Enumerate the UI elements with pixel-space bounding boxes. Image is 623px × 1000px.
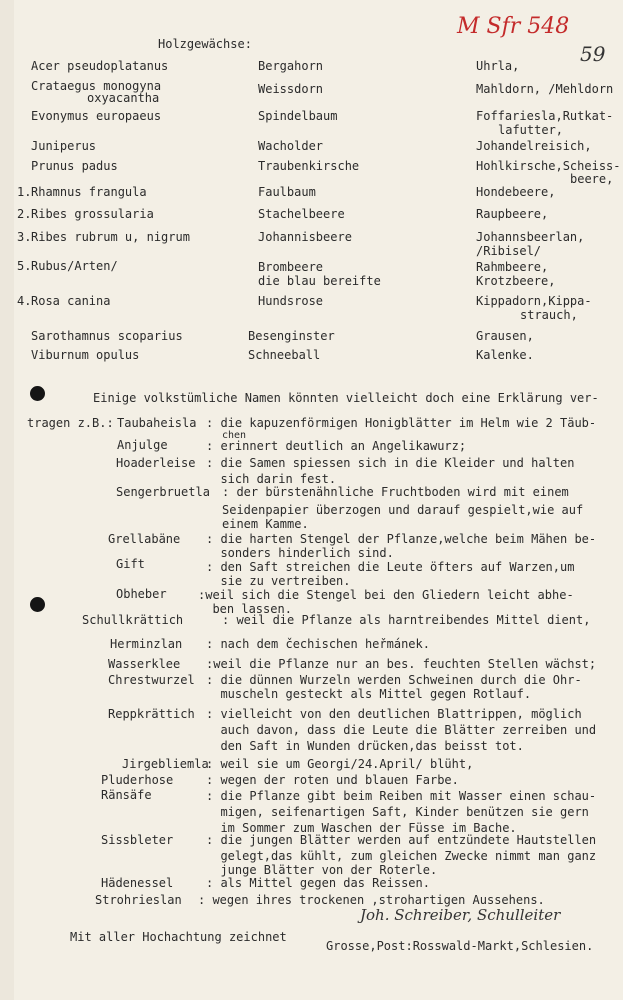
plant-local: Kippadorn,Kippa- (476, 294, 592, 308)
glossary-text: Seidenpapier überzogen und darauf gespielt,wie auf (222, 503, 584, 517)
plant-latin: Rhamnus frangula (31, 185, 147, 199)
signature: Joh. Schreiber, Schulleiter (360, 906, 561, 924)
plant-local: Hondebeere, (476, 185, 556, 199)
glossary-term: Anjulge (117, 438, 168, 452)
plant-latin: Rubus/Arten/ (31, 259, 118, 273)
glossary-term: Grellabäne (108, 532, 181, 546)
glossary-text: migen, seifenartigen Saft, Kinder benützen sie gern (206, 805, 589, 819)
glossary-text: : die Pflanze gibt beim Reiben mit Wasser einen schau- (206, 789, 597, 803)
plant-latin: Acer pseudoplatanus (31, 59, 169, 73)
heading: Holzgewächse: (158, 37, 252, 51)
glossary-term: Wasserklee (108, 657, 181, 671)
plant-german-cont: die blau bereifte (258, 274, 381, 288)
glossary-text: : wegen der roten und blauen Farbe. (206, 773, 459, 787)
glossary-text: : vielleicht von den deutlichen Blattrippen, möglich (206, 707, 582, 721)
plant-german: Besenginster (248, 329, 335, 343)
plant-german: Weissdorn (258, 82, 324, 96)
plant-latin-cont: oxyacantha (87, 91, 160, 105)
plant-local: Johannsbeerlan, (476, 230, 585, 244)
glossary-text: sich darin fest. (206, 472, 337, 486)
plant-local-cont: lafutter, (498, 123, 564, 137)
plant-german: Brombeere (258, 260, 324, 274)
plant-german: Stachelbeere (258, 207, 345, 221)
glossary-term: Hoaderleise (116, 456, 196, 470)
glossary-term: Pluderhose (101, 773, 174, 787)
plant-local: Rahmbeere, (476, 260, 549, 274)
glossary-text: : den Saft streichen die Leute öfters auf Warzen,um (206, 560, 575, 574)
plant-local: Hohlkirsche,Scheiss- (476, 159, 621, 173)
glossary-text: : erinnert deutlich an Angelikawurz; (206, 439, 467, 453)
glossary-term: Jirgebliemla (122, 757, 209, 771)
glossary-text: im Sommer zum Waschen der Füsse im Bache. (206, 821, 517, 835)
glossary-text: : weil sie um Georgi/24.April/ blüht, (206, 757, 474, 771)
plant-german: Faulbaum (258, 185, 316, 199)
plant-latin: Ribes rubrum u, nigrum (31, 230, 190, 244)
plant-local: Kalenke. (476, 348, 534, 362)
glossary-term: Strohrieslan (95, 893, 182, 907)
glossary-text: : weil die Pflanze als harntreibendes Mittel dient, (222, 613, 591, 627)
plant-local-cont: beere, (570, 172, 614, 186)
plant-german: Johannisbeere (258, 230, 352, 244)
plant-number: 1. (17, 185, 32, 199)
glossary-text: : wegen ihres trockenen ,strohartigen Aussehens. (198, 893, 545, 907)
plant-local: Grausen, (476, 329, 534, 343)
glossary-text: sie zu vertreiben. (206, 574, 351, 588)
glossary-text: :weil die Pflanze nur an bes. feuchten Stellen wächst; (206, 657, 597, 671)
glossary-text: einem Kamme. (222, 517, 309, 531)
glossary-term: Chrestwurzel (108, 673, 195, 687)
plant-local: Foffariesla,Rutkat- (476, 109, 614, 123)
page-number: 59 (580, 42, 606, 66)
glossary-text: : der bürstenähnliche Fruchtboden wird mit einem (222, 485, 569, 499)
glossary-text: chen (222, 430, 247, 441)
glossary-text: junge Blätter von der Roterle. (206, 863, 438, 877)
punch-hole (30, 597, 45, 612)
closing-line: Mit aller Hochachtung zeichnet (70, 930, 287, 944)
plant-local-cont: /Ribisel/ (476, 244, 542, 258)
plant-latin: Sarothamnus scoparius (31, 329, 183, 343)
glossary-term: Reppkrättich (108, 707, 195, 721)
plant-local-cont: strauch, (520, 308, 578, 322)
plant-latin: Ribes grossularia (31, 207, 154, 221)
archive-mark: M Sfr 548 (457, 14, 570, 39)
glossary-text: ben lassen. (198, 602, 292, 616)
glossary-term: Herminzlan (110, 637, 183, 651)
glossary-text: muscheln gesteckt als Mittel gegen Rotlauf. (206, 687, 532, 701)
glossary-term: Sissbleter (101, 833, 174, 847)
plant-latin: Rosa canina (31, 294, 111, 308)
plant-number: 2. (17, 207, 32, 221)
glossary-term: Gift (116, 557, 145, 571)
plant-german: Wacholder (258, 139, 324, 153)
plant-german: Schneeball (248, 348, 321, 362)
plant-number: 4. (17, 294, 32, 308)
plant-local-cont: Krotzbeere, (476, 274, 556, 288)
glossary-text: : die Samen spiessen sich in die Kleider und halten (206, 456, 575, 470)
plant-latin: Viburnum opulus (31, 348, 140, 362)
plant-latin: Evonymus europaeus (31, 109, 162, 123)
glossary-text: :weil sich die Stengel bei den Gliedern leicht abhe- (198, 588, 574, 602)
plant-number: 3. (17, 230, 32, 244)
punch-hole (30, 386, 45, 401)
plant-local: Raupbeere, (476, 207, 549, 221)
plant-german: Hundsrose (258, 294, 324, 308)
glossary-text: auch davon, dass die Leute die Blätter zerreiben und (206, 723, 597, 737)
glossary-term: Sengerbruetla (116, 485, 210, 499)
plant-latin: Juniperus (31, 139, 97, 153)
intro-line: tragen z.B.: (27, 416, 114, 430)
glossary-text: : die jungen Blätter werden auf entzündete Hautstellen (206, 833, 597, 847)
glossary-text: : die kapuzenförmigen Honigblätter im Helm wie 2 Täub- (206, 416, 597, 430)
glossary-text: gelegt,das kühlt, zum gleichen Zwecke nimmt man ganz (206, 849, 597, 863)
plant-german: Bergahorn (258, 59, 324, 73)
intro-line: Einige volkstümliche Namen könnten vielleicht doch eine Erklärung ver- (93, 391, 599, 405)
plant-german: Spindelbaum (258, 109, 338, 123)
glossary-term: Schullkrättich (82, 613, 184, 627)
glossary-text: : die harten Stengel der Pflanze,welche beim Mähen be- (206, 532, 597, 546)
plant-local: Uhrla, (476, 59, 520, 73)
plant-local: Johandelreisich, (476, 139, 592, 153)
plant-german: Traubenkirsche (258, 159, 360, 173)
glossary-text: sonders hinderlich sind. (206, 546, 394, 560)
sender-address: Grosse,Post:Rosswald-Markt,Schlesien. (326, 939, 594, 953)
glossary-term: Hädenessel (101, 876, 174, 890)
glossary-term: Obheber (116, 587, 167, 601)
plant-local: Mahldorn, /Mehldorn (476, 82, 614, 96)
glossary-text: den Saft in Wunden drücken,das beisst tot. (206, 739, 524, 753)
plant-latin: Crataegus monogyna (31, 79, 162, 93)
glossary-term: Taubaheisla (117, 416, 197, 430)
glossary-term: Ränsäfe (101, 788, 152, 802)
glossary-text: : die dünnen Wurzeln werden Schweinen durch die Ohr- (206, 673, 582, 687)
plant-number: 5. (17, 259, 32, 273)
plant-latin: Prunus padus (31, 159, 118, 173)
glossary-text: : nach dem čechischen heřmánek. (206, 637, 430, 651)
glossary-text: : als Mittel gegen das Reissen. (206, 876, 430, 890)
